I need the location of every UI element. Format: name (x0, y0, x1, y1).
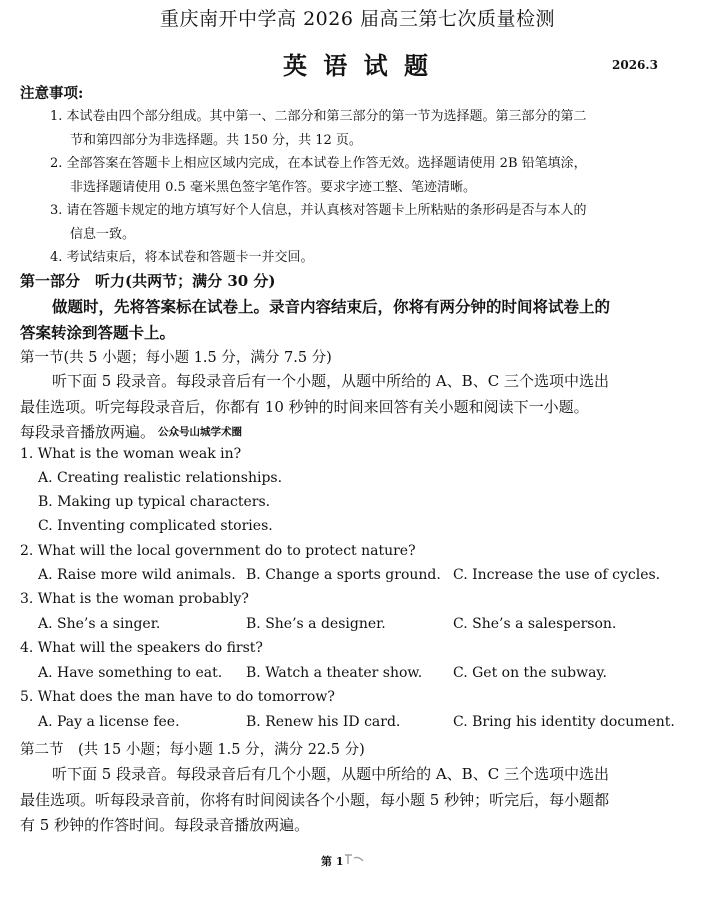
subject-title: 英 语 试 题 (282, 51, 433, 80)
exam-date: 2026.3 (612, 58, 658, 72)
note-line: 4. 考试结束后，将本试卷和答题卡一并交回。 (50, 250, 314, 265)
section1-heading: 第一节(共 5 小题；每小题 1.5 分，满分 7.5 分) (20, 350, 332, 366)
question-3: 3. What is the woman probably? (20, 591, 249, 607)
part1-heading: 第一部分 听力(共两节；满分 30 分) (20, 272, 276, 290)
option-1a: A. Creating realistic relationships. (38, 470, 283, 486)
section1-text: 最佳选项。听完每段录音后，你都有 10 秒钟的时间来回答有关小题和阅读下一小题。 (20, 398, 589, 416)
note-line: 信息一致。 (70, 227, 136, 242)
exam-title: 重庆南开中学高 2026 届高三第七次质量检测 (160, 8, 555, 30)
section2-text: 最佳选项。听每段录音前，你将有时间阅读各个小题，每小题 5 秒钟；听完后，每小题都 (20, 791, 610, 809)
section1-text: 听下面 5 段录音。每段录音后有一个小题，从题中所给的 A、B、C 三个选项中选出 (52, 372, 609, 390)
option-4b: B. Watch a theater show. (246, 665, 423, 681)
question-1: 1. What is the woman weak in? (20, 446, 242, 462)
option-2a: A. Raise more wild animals. (38, 567, 236, 583)
notes-heading: 注意事项: (20, 85, 84, 102)
option-5a: A. Pay a license fee. (38, 714, 180, 730)
part1-instruction: 答案转涂到答题卡上。 (20, 323, 176, 342)
option-4a: A. Have something to eat. (38, 665, 223, 681)
option-3b: B. She’s a designer. (246, 616, 386, 632)
section2-text: 有 5 秒钟的作答时间。每段录音播放两遍。 (20, 816, 310, 834)
section2-heading: 第二节 (共 15 小题；每小题 1.5 分，满分 22.5 分) (20, 742, 365, 758)
part1-instruction: 做题时，先将答案标在试卷上。录音内容结束后，你将有两分钟的时间将试卷上的 (52, 297, 611, 316)
section1-text: 每段录音播放两遍。 (20, 423, 156, 441)
option-2b: B. Change a sports ground. (246, 567, 441, 583)
note-line: 1. 本试卷由四个部分组成。其中第一、二部分和第三部分的第一节为选择题。第三部分的第二 (50, 109, 587, 124)
note-line: 3. 请在答题卡规定的地方填写好个人信息，并认真核对答题卡上所粘贴的条形码是否与本人的 (50, 203, 587, 218)
option-2c: C. Increase the use of cycles. (453, 567, 661, 583)
option-5b: B. Renew his ID card. (246, 714, 401, 730)
note-line: 2. 全部答案在答题卡上相应区域内完成，在本试卷上作答无效。选择题请使用 2B 铅笔填涂， (50, 156, 587, 171)
note-line: 节和第四部分为非选择题。共 150 分，共 12 页。 (70, 133, 362, 148)
watermark-text: 公众号山城学术圈 (158, 426, 242, 438)
section2-text: 听下面 5 段录音。每段录音后有几个小题，从题中所给的 A、B、C 三个选项中选出 (52, 765, 609, 783)
option-5c: C. Bring his identity document. (453, 714, 675, 730)
page-number: 第 1 (321, 855, 344, 868)
option-3a: A. She’s a singer. (38, 616, 161, 632)
note-line: 非选择题请使用 0.5 毫米黑色签字笔作答。要求字迹工整、笔迹清晰。 (70, 180, 476, 195)
option-4c: C. Get on the subway. (453, 665, 607, 681)
question-5: 5. What does the man have to do tomorrow? (20, 689, 335, 705)
option-3c: C. She’s a salesperson. (453, 616, 617, 632)
option-1c: C. Inventing complicated stories. (38, 518, 273, 534)
question-2: 2. What will the local government do to protect nature? (20, 543, 416, 559)
option-1b: B. Making up typical characters. (38, 494, 271, 510)
scan-smudge (343, 852, 365, 866)
question-4: 4. What will the speakers do first? (20, 640, 263, 656)
